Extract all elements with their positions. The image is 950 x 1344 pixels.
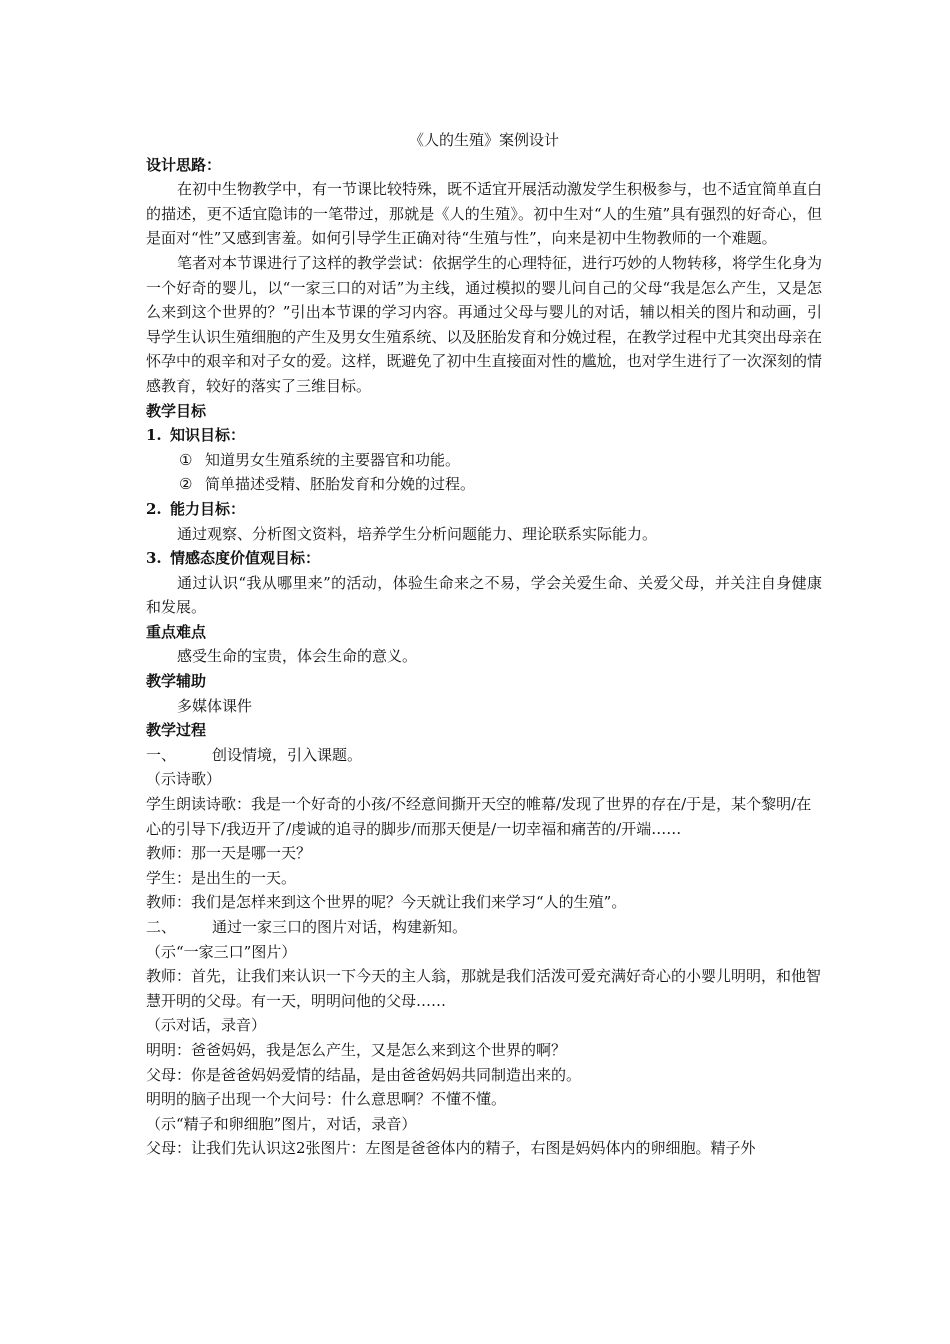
goal-item	[146, 448, 822, 473]
process-line: 学生：是出生的一天。	[146, 868, 297, 887]
process-line: 明明：爸爸妈妈，我是怎么产生，又是怎么来到这个世界的啊？	[146, 1040, 567, 1059]
circled-number: ②	[179, 475, 193, 494]
document-page	[146, 128, 822, 1161]
process-line: （示“精子和卵细胞”图片，对话，录音）	[146, 1114, 417, 1133]
goal-emotion-heading	[146, 546, 822, 571]
process-line: 教师：首先，让我们来认识一下今天的主人翁，那就是我们活泼可爱充满好奇心的小婴儿明明，和他智慧开明的父母。有一天，明明问他的父母……	[146, 967, 822, 1010]
process-line: 父母：你是爸爸妈妈爱情的结晶，是由爸爸妈妈共同制造出来的。	[146, 1065, 582, 1084]
section-number: 一、	[146, 745, 177, 764]
goal-number: 2.	[146, 499, 162, 518]
goal-emotion-text: 通过认识“我从哪里来”的活动，体验生命来之不易，学会关爱生命、关爱父母，并关注自身健康和发展。	[146, 573, 822, 617]
process-heading: 教学过程	[146, 721, 207, 740]
section-number: 二、	[146, 918, 177, 936]
aid-text: 多媒体课件	[177, 696, 253, 715]
goal-knowledge-heading	[146, 423, 822, 448]
design-paragraph-2: 笔者对本节课进行了这样的教学尝试：依据学生的心理特征，进行巧妙的人物转移，将学生化身为一个好奇的婴儿，以“一家三口的对话”为主线，通过模拟的婴儿问自己的父母“我是怎么产生，又是怎么来到这个世界的？”引出本节课的学习内容。再通过父母与婴儿的对话，辅以相关的图片和动画，引导学生认识生殖细胞的产生及男女生殖系统、以及胚胎发育和分娩过程，在教学过程中尤其突出母亲在怀孕中的艰辛和对子女的爱。这样，既避免了初中生直接面对性的尴尬，也对学生进行了一次深刻的情感教育，较好的落实了三维目标。	[146, 253, 823, 395]
section-title: 通过一家三口的图片对话，构建新知。	[212, 918, 468, 936]
process-line: 父母：让我们先认识这2张图片：左图是爸爸体内的精子，右图是妈妈体内的卵细胞。精子外	[146, 1139, 756, 1158]
circled-number: ①	[179, 450, 193, 469]
goal-item	[146, 472, 822, 497]
process-line: 学生朗读诗歌：我是一个好奇的小孩/不经意间撕开天空的帷幕/发现了世界的存在/于是，某个黎明/在心的引导下/我迈开了/虔诚的追寻的脚步/而那天便是/一切幸福和痛苦的/开端……	[146, 795, 812, 838]
goal-ability-text: 通过观察、分析图文资料，培养学生分析问题能力、理论联系实际能力。	[177, 524, 658, 543]
process-section-1	[146, 743, 822, 768]
goals-heading: 教学目标	[146, 401, 207, 420]
document-title: 《人的生殖》案例设计	[408, 131, 559, 149]
key-text: 感受生命的宝贵，体会生命的意义。	[177, 647, 418, 666]
design-paragraph-1: 在初中生物教学中，有一节课比较特殊，既不适宜开展活动激发学生积极参与，也不适宜简单直白的描述，更不适宜隐讳的一笔带过，那就是《人的生殖》。初中生对“人的生殖”具有强烈的好奇心，但是面对“性”又感到害羞。如何引导学生正确对待“生殖与性”，向来是初中生物教师的一个难题。	[146, 180, 823, 248]
goal-item-text: 简单描述受精、胚胎发育和分娩的过程。	[205, 475, 476, 494]
process-line: 教师：那一天是哪一天？	[146, 844, 312, 863]
section-title: 创设情境，引入课题。	[212, 745, 363, 764]
goal-number: 1.	[146, 426, 162, 445]
design-heading: 设计思路：	[146, 155, 222, 174]
aid-heading: 教学辅助	[146, 672, 207, 691]
process-line: （示“一家三口”图片）	[146, 942, 297, 961]
goal-item-text: 知道男女生殖系统的主要器官和功能。	[205, 450, 461, 469]
process-line: 教师：我们是怎样来到这个世界的呢？今天就让我们来学习“人的生殖”。	[146, 893, 627, 912]
goal-label: 知识目标：	[170, 426, 246, 445]
goal-label: 情感态度价值观目标：	[170, 549, 321, 568]
process-line: 明明的脑子出现一个大问号：什么意思啊？不懂不懂。	[146, 1090, 507, 1109]
process-section-2	[146, 915, 822, 940]
process-line: （示诗歌）	[146, 770, 222, 789]
goal-number: 3.	[146, 549, 162, 568]
key-heading: 重点难点	[146, 622, 207, 641]
goal-ability-heading	[146, 497, 822, 522]
goal-label: 能力目标：	[170, 499, 246, 518]
process-line: （示对话，录音）	[146, 1016, 267, 1035]
